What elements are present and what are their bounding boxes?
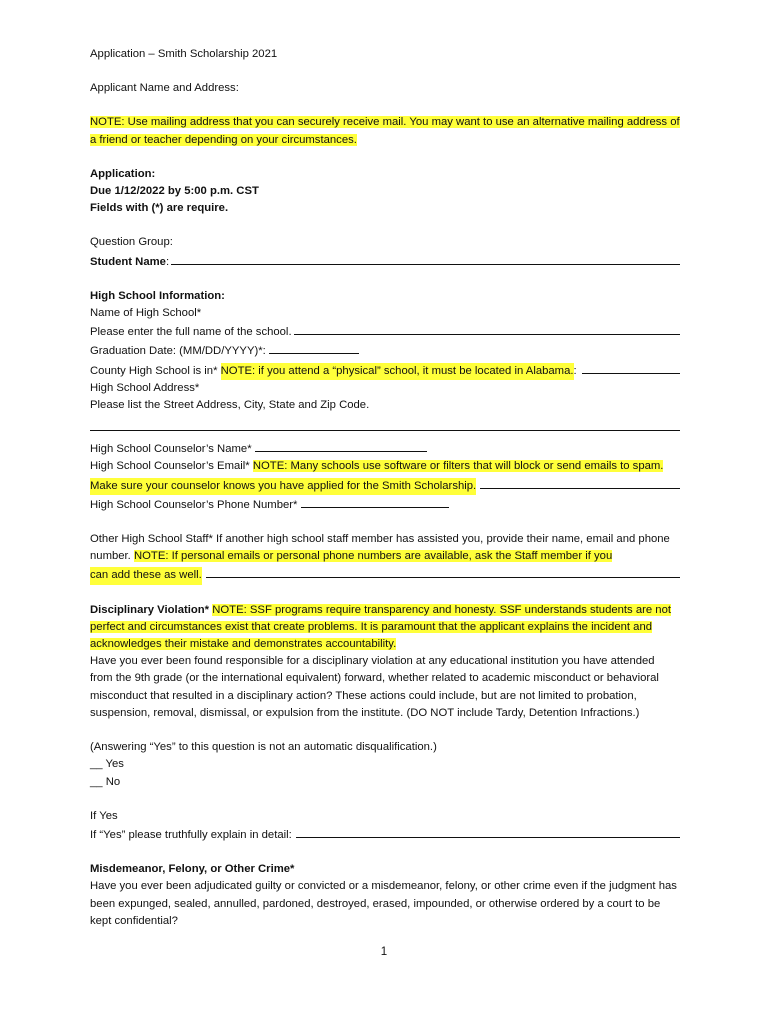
counselor-email-row-2 bbox=[90, 476, 680, 495]
grad-date-field[interactable] bbox=[269, 341, 359, 354]
county-note: NOTE: if you attend a “physical” school, it must be located in Alabama. bbox=[221, 363, 574, 380]
hs-address-label: High School Address* bbox=[90, 381, 200, 394]
student-name-label: Student Name bbox=[90, 255, 166, 268]
counselor-name-label: High School Counselor’s Name* bbox=[90, 443, 252, 456]
document-title: Application – Smith Scholarship 2021 bbox=[90, 48, 278, 60]
counselor-email-note-2: Make sure your counselor knows you have applied for the Smith Scholarship. bbox=[90, 478, 476, 495]
counselor-email-label: High School Counselor’s Email* bbox=[90, 460, 250, 473]
counselor-email-row bbox=[90, 458, 680, 475]
due-date: Due 1/12/2022 by 5:00 p.m. CST bbox=[90, 185, 259, 198]
counselor-phone-row bbox=[90, 495, 680, 514]
county-colon: : bbox=[573, 364, 577, 377]
hs-name-row bbox=[90, 322, 680, 341]
counselor-name-row bbox=[90, 439, 680, 458]
page-number: 1 bbox=[380, 946, 388, 958]
if-yes-label: If Yes bbox=[90, 809, 118, 822]
county-row bbox=[90, 361, 680, 380]
other-staff-text: Other High School Staff* If another high school staff member has assisted you, provide their name, email and phone number. bbox=[90, 533, 670, 563]
counselor-phone-field[interactable] bbox=[301, 495, 449, 508]
option-yes[interactable]: __ Yes bbox=[90, 758, 124, 771]
hs-name-field[interactable] bbox=[294, 322, 680, 335]
answer-note: (Answering “Yes” to this question is not an automatic disqualification.) bbox=[90, 741, 437, 754]
other-staff-text-row bbox=[90, 531, 680, 565]
counselor-email-field[interactable] bbox=[480, 476, 680, 489]
hs-address-prompt: Please list the Street Address, City, State and Zip Code. bbox=[90, 399, 370, 412]
application-form bbox=[90, 46, 680, 930]
if-yes-explain-row bbox=[90, 825, 680, 844]
disciplinary-note-row-2 bbox=[90, 619, 680, 636]
counselor-email-note-1: NOTE: Many schools use software or filters that will block or send emails to spam. bbox=[252, 460, 664, 473]
other-staff-row bbox=[90, 565, 680, 584]
other-staff-field[interactable] bbox=[206, 565, 680, 578]
option-no[interactable]: __ No bbox=[90, 775, 121, 788]
mailing-note-text: NOTE: Use mailing address that you can securely receive mail. You may want to use an alternative mailing address of a friend or teacher depending on your circumstances. bbox=[90, 116, 680, 146]
counselor-phone-label: High School Counselor’s Phone Number* bbox=[90, 498, 298, 511]
other-staff-note-1: NOTE: If personal emails or personal phone numbers are available, ask the Staff member if you bbox=[133, 550, 613, 563]
crime-question: Have you ever been adjudicated guilty or convicted or a misdemeanor, felony, or other crime even if the judgment has been expunged, sealed, annulled, pardoned, destroyed, erased, impounded, or otherwise ordered by a court to be kept confidential? bbox=[90, 880, 677, 927]
grad-date-label: Graduation Date: (MM/DD/YYYY)*: bbox=[90, 345, 266, 358]
hs-address-field[interactable] bbox=[90, 414, 680, 431]
disciplinary-note-2: perfect and circumstances exist that create problems. It is paramount that the applicant explains the incident and bbox=[90, 620, 653, 633]
disciplinary-note-row-3 bbox=[90, 636, 680, 653]
counselor-name-field[interactable] bbox=[255, 439, 427, 452]
disciplinary-question: Have you ever been found responsible for a disciplinary violation at any educational institution you have attended from the 9th grade (or the international equivalent) forward, whether related to academic misconduct or behavioral misconduct that resulted in a disciplinary action? These actions could include, but are not limited to probation, suspension, removal, dismissal, or expulsion from the institute. (DO NOT include Tardy, Detention Infractions.) bbox=[90, 655, 659, 719]
hs-name-prompt: Please enter the full name of the school. bbox=[90, 326, 292, 339]
student-name-colon: : bbox=[165, 255, 170, 268]
student-name-field[interactable] bbox=[171, 252, 680, 265]
hs-info-heading: High School Information: bbox=[90, 289, 225, 302]
other-staff-note-2: can add these as well. bbox=[90, 567, 202, 584]
mailing-note bbox=[90, 114, 680, 148]
crime-heading: Misdemeanor, Felony, or Other Crime* bbox=[90, 863, 295, 876]
required-fields-note: Fields with (*) are require. bbox=[90, 202, 229, 215]
disciplinary-heading-row bbox=[90, 602, 680, 619]
application-label: Application: bbox=[90, 167, 156, 180]
county-field[interactable] bbox=[582, 361, 680, 374]
if-yes-explain-field[interactable] bbox=[296, 825, 680, 838]
disciplinary-note-3: acknowledges their mistake and demonstrates accountability. bbox=[90, 638, 397, 651]
disciplinary-note-1: NOTE: SSF programs require transparency and honesty. SSF understands students are not bbox=[212, 603, 672, 616]
grad-date-row bbox=[90, 341, 680, 360]
county-label: County High School is in* bbox=[90, 364, 218, 377]
student-name-row bbox=[90, 252, 680, 271]
question-group-label: Question Group: bbox=[90, 236, 173, 249]
disciplinary-heading: Disciplinary Violation* bbox=[90, 603, 210, 616]
hs-name-label: Name of High School* bbox=[90, 307, 202, 320]
applicant-label: Applicant Name and Address: bbox=[90, 82, 239, 95]
if-yes-explain-label: If “Yes” please truthfully explain in detail: bbox=[90, 828, 292, 841]
